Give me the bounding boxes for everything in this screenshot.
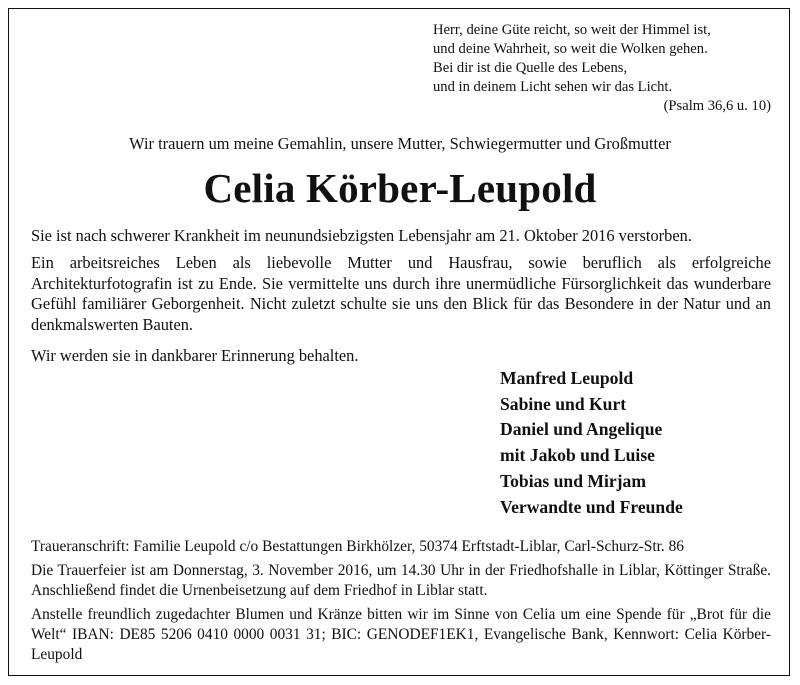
signer-name: Verwandte und Freunde bbox=[500, 496, 683, 517]
verse-line: Bei dir ist die Quelle des Lebens, bbox=[433, 60, 628, 76]
death-notice: Sie ist nach schwerer Krankheit im neunundsiebzigsten Lebensjahr am 21. Oktober 2016 verstorben. bbox=[31, 226, 692, 245]
donation-request: Anstelle freundlich zugedachter Blumen und Kränze bitten wir im Sinne von Celia um eine Spende für „Brot für die Welt“ IBAN: DE85 5206 0410 0000 0031 31; BIC: GENODEF1EK1, Evangelische Bank, Kennwort: Celia Körber-Leupold bbox=[31, 606, 771, 663]
verse-line: Herr, deine Güte reicht, so weit der Himmel ist, bbox=[433, 22, 711, 38]
signer-name: mit Jakob und Luise bbox=[500, 445, 655, 466]
verse-line: und deine Wahrheit, so weit die Wolken gehen. bbox=[433, 41, 708, 57]
tribute-paragraph: Ein arbeitsreiches Leben als liebevolle Mutter und Hausfrau, sowie beruflich als erfolgreiche Architekturfotografin ist zu Ende. Sie vermittelte uns durch ihre unermüdliche Fürsorglichkeit das wunderbare Gefühl familiärer Geborgenheit. Nicht zuletzt schulte sie uns den Blick für das Besondere in der Natur und an denkmalswerten Bauten. bbox=[31, 253, 771, 334]
deceased-name: Celia Körber-Leupold bbox=[203, 165, 597, 211]
condolence-address: Traueranschrift: Familie Leupold c/o Bestattungen Birkhölzer, 50374 Erftstadt-Liblar, Carl-Schurz-Str. 86 bbox=[31, 538, 685, 555]
mourning-intro: Wir trauern um meine Gemahlin, unsere Mutter, Schwiegermutter und Großmutter bbox=[129, 134, 671, 153]
psalm-verse bbox=[433, 21, 771, 116]
signers-list bbox=[500, 366, 683, 520]
remembrance-line: Wir werden sie in dankbarer Erinnerung behalten. bbox=[31, 346, 359, 365]
verse-line: und in deinem Licht sehen wir das Licht. bbox=[433, 79, 673, 95]
signer-name: Daniel und Angelique bbox=[500, 419, 663, 440]
signer-name: Manfred Leupold bbox=[500, 368, 634, 388]
signer-name: Sabine und Kurt bbox=[500, 393, 627, 414]
ceremony-info: Die Trauerfeier ist am Donnerstag, 3. November 2016, um 14.30 Uhr in der Friedhofshalle in Liblar, Köttinger Straße. Anschließend findet die Urnenbeisetzung auf dem Friedhof in Liblar statt. bbox=[31, 562, 771, 599]
signer-name: Tobias und Mirjam bbox=[500, 470, 646, 491]
verse-source: (Psalm 36,6 u. 10) bbox=[663, 98, 771, 114]
